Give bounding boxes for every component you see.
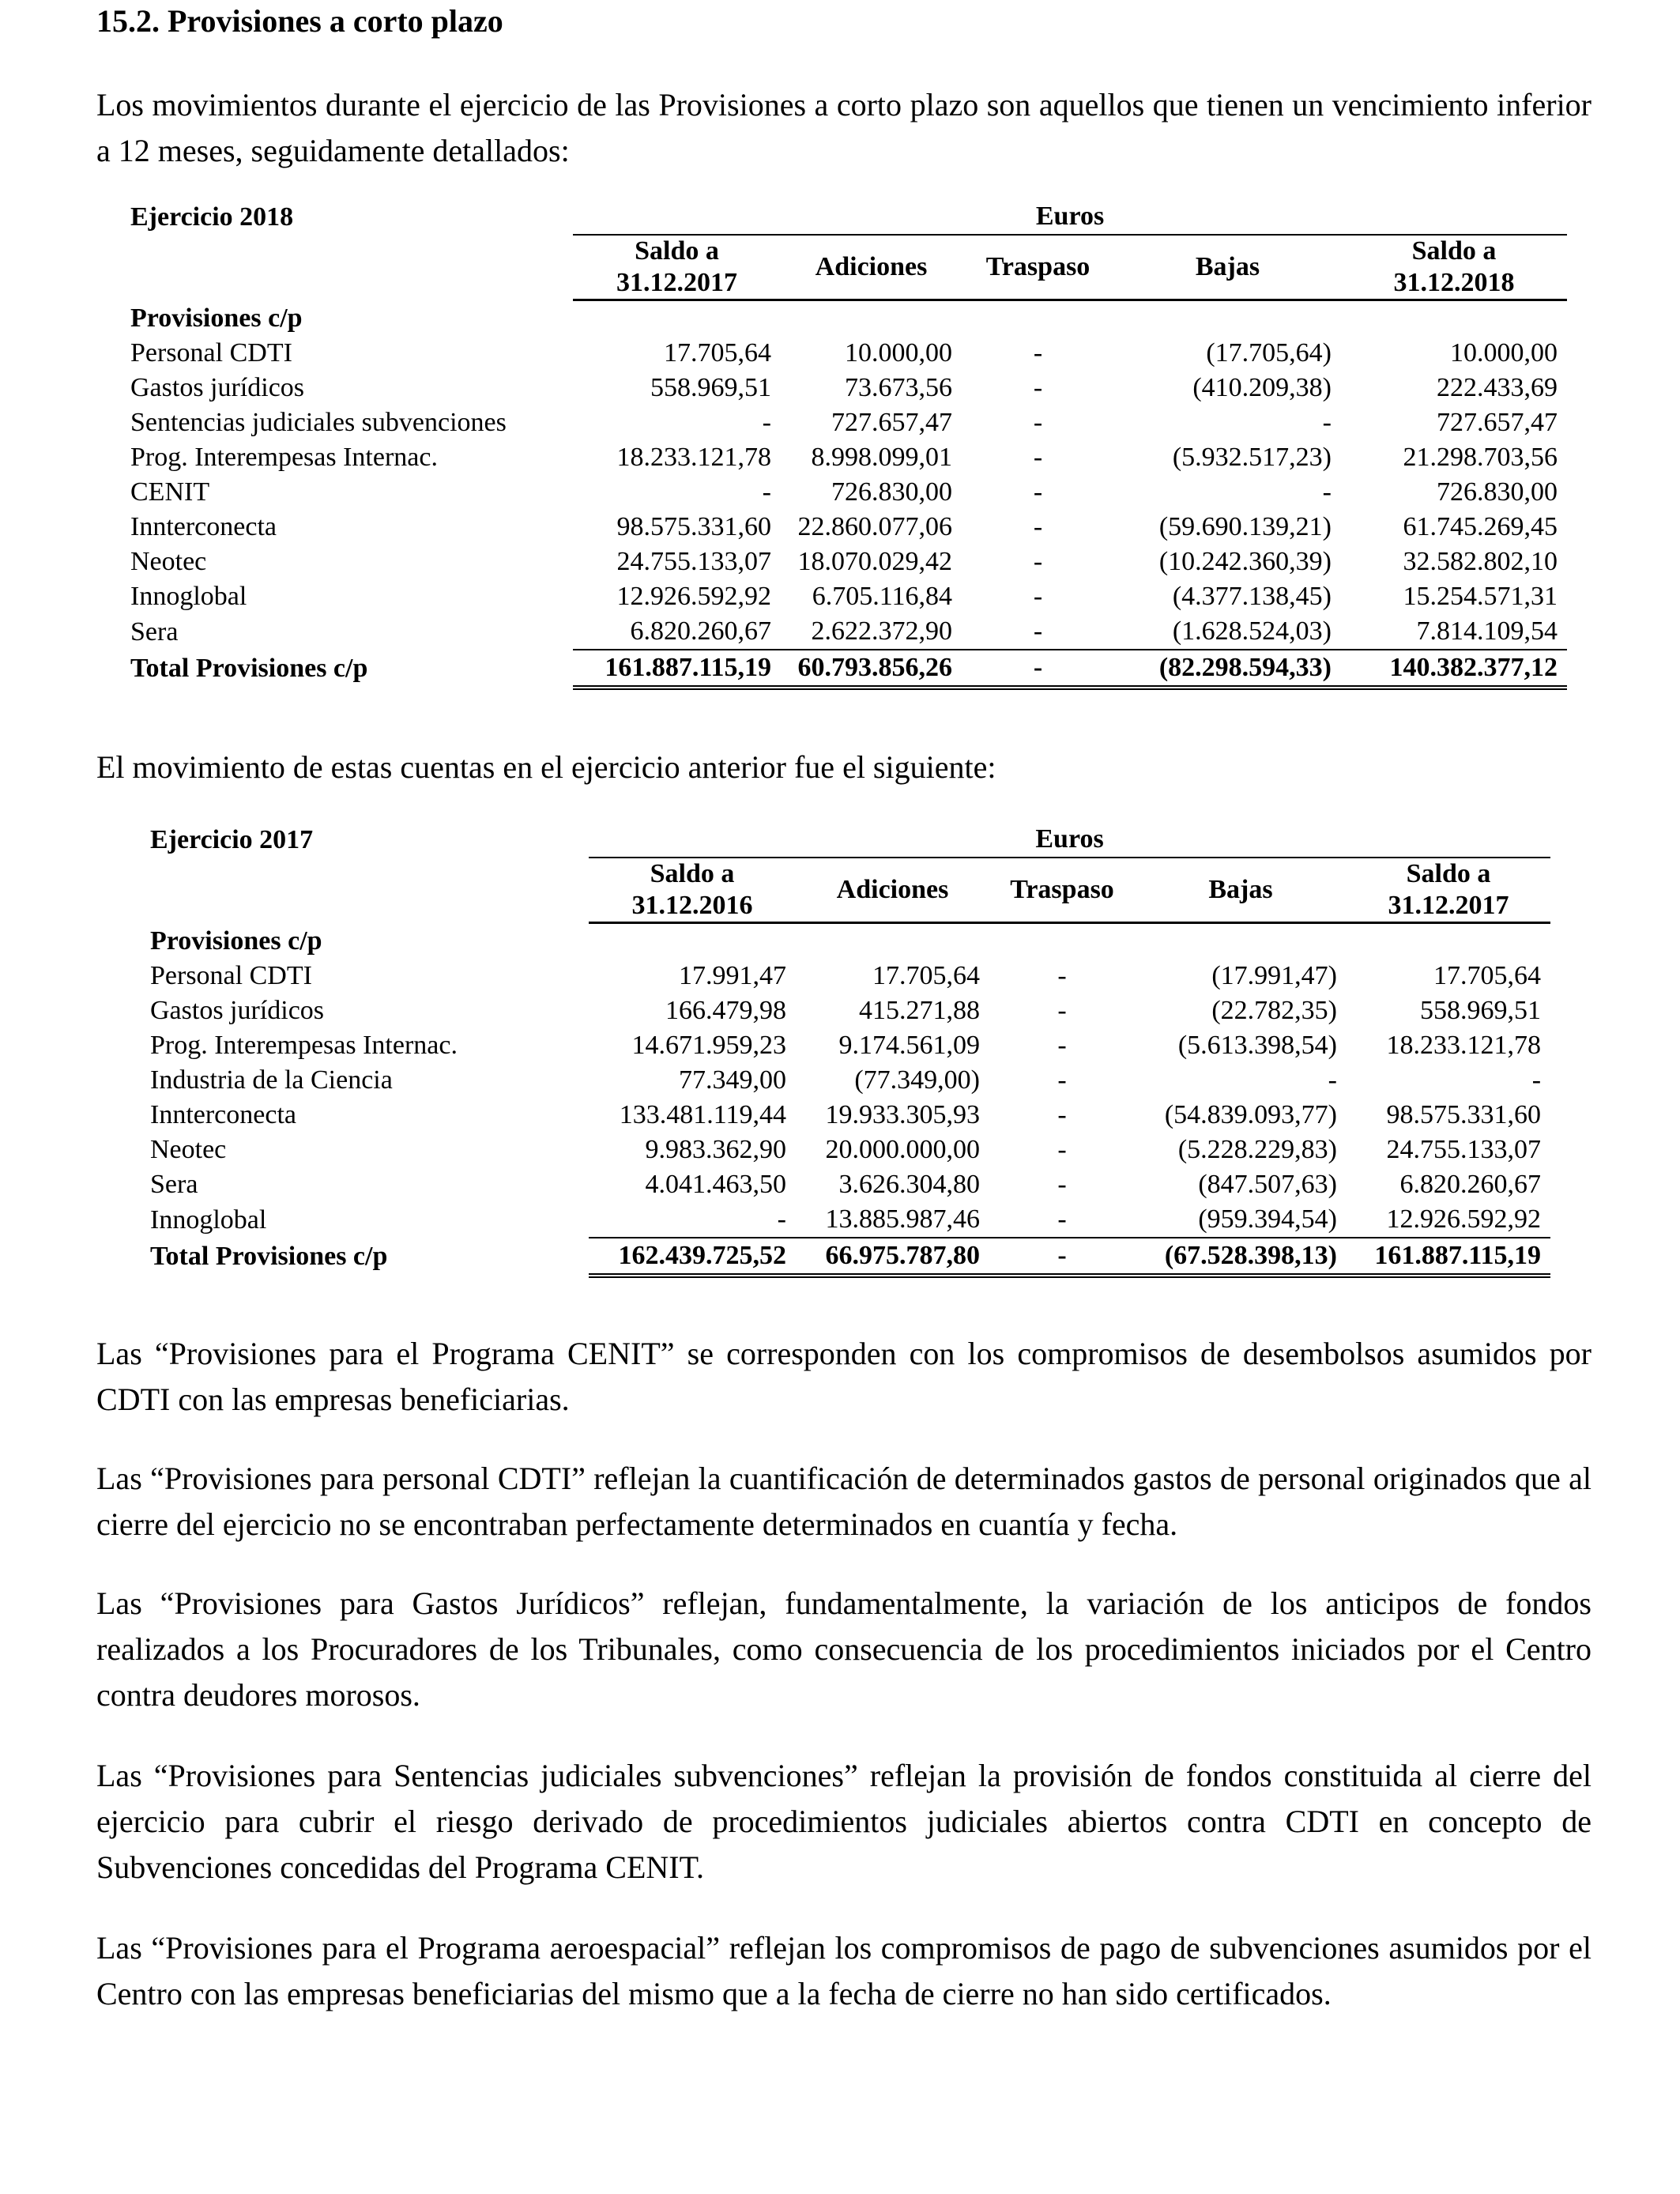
provisions-table-2017 [150, 822, 1550, 1278]
table-title: Ejercicio 2018 [130, 202, 294, 232]
paragraph-gastos-juridicos: Las “Provisiones para Gastos Jurídicos” reflejan, fundamentalmente, la variación de los anticipos de fondos realizados a los Procuradores de los Tribunales, como consecuencia de los procedimientos iniciados por el Centro contra deudores morosos. [96, 1585, 1591, 1713]
table-row: Innterconecta 133.481.119,44 19.933.305,93 - (54.839.093,77) 98.575.331,60 [150, 1100, 1542, 1129]
table-row: Industria de la Ciencia 77.349,00 (77.349,00) - - - [150, 1065, 1542, 1095]
table-row: Personal CDTI 17.705,64 10.000,00 - (17.705,64) 10.000,00 [130, 338, 1558, 368]
table-row: Sera 6.820.260,67 2.622.372,90 - (1.628.524,03) 7.814.109,54 [130, 616, 1558, 647]
table-row: Gastos jurídicos 558.969,51 73.673,56 - (410.209,38) 222.433,69 [130, 373, 1558, 402]
table-row: Prog. Interempesas Internac. 18.233.121,78 8.998.099,01 - (5.932.517,23) 21.298.703,56 [130, 443, 1558, 472]
total-row: Total Provisiones c/p 162.439.725,52 66.975.787,80 - (67.528.398,13) 161.887.115,19 [150, 1238, 1550, 1276]
intro-paragraph: Los movimientos durante el ejercicio de las Provisiones a corto plazo son aquellos que tienen un vencimiento inferior a 12 meses, seguidamente detallados: [96, 87, 1591, 168]
col-bajas-header: Bajas [1135, 858, 1347, 923]
table-row: Gastos jurídicos 166.479,98 415.271,88 - (22.782,35) 558.969,51 [150, 996, 1542, 1025]
paragraph-programa-aeroespacial: Las “Provisiones para el Programa aeroespacial” reflejan los compromisos de pago de subvenciones asumidos por el Centro con las empresas beneficiarias del mismo que a la fecha de cierre no han sido certificados. [96, 1930, 1591, 2011]
table-row: Prog. Interempesas Internac. 14.671.959,23 9.174.561,09 - (5.613.398,54) 18.233.121,78 [150, 1031, 1542, 1060]
section-row [150, 923, 1550, 959]
table-row: Neotec 24.755.133,07 18.070.029,42 - (10.242.360,39) 32.582.802,10 [130, 547, 1558, 576]
col-saldo-inicial-header: Saldo a 31.12.2017 [573, 235, 781, 300]
currency-header: Euros [589, 822, 1550, 858]
middle-paragraph: El movimiento de estas cuentas en el ejercicio anterior fue el siguiente: [96, 749, 996, 785]
table-row: Sera 4.041.463,50 3.626.304,80 - (847.507,63) 6.820.260,67 [150, 1170, 1542, 1199]
table-row: Innterconecta 98.575.331,60 22.860.077,06 - (59.690.139,21) 61.745.269,45 [130, 512, 1558, 541]
col-traspaso-header: Traspaso [989, 858, 1135, 923]
currency-header: Euros [573, 199, 1567, 235]
col-traspaso-header: Traspaso [962, 235, 1114, 300]
provisions-table-2018 [130, 199, 1567, 690]
table-title: Ejercicio 2017 [150, 824, 314, 854]
table-row: Sentencias judiciales subvenciones - 727.657,47 - - 727.657,47 [130, 408, 1558, 437]
table-title-row [130, 199, 1567, 235]
paragraph-personal-cdti: Las “Provisiones para personal CDTI” reflejan la cuantificación de determinados gastos de personal originados que al cierre del ejercicio no se encontraban perfectamente determinados en cuantía y fecha. [96, 1461, 1591, 1542]
total-row: Total Provisiones c/p 161.887.115,19 60.793.856,26 - (82.298.594,33) 140.382.377,12 [130, 650, 1567, 688]
col-saldo-final-header: Saldo a 31.12.2018 [1341, 235, 1567, 300]
paragraph-sentencias-judiciales: Las “Provisiones para Sentencias judiciales subvenciones” reflejan la provisión de fondos constituida al cierre del ejercicio para cubrir el riesgo derivado de procedimientos judiciales abiertos contra CDTI en concepto de Subvenciones concedidas del Programa CENIT. [96, 1758, 1591, 1885]
col-saldo-inicial-header: Saldo a 31.12.2016 [589, 858, 796, 923]
table-row: Personal CDTI 17.991,47 17.705,64 - (17.991,47) 17.705,64 [150, 961, 1542, 990]
section-label: Provisiones c/p [150, 926, 322, 956]
table-row: CENIT - 726.830,00 - - 726.830,00 [130, 477, 1558, 507]
col-bajas-header: Bajas [1114, 235, 1341, 300]
table-title-row [150, 822, 1550, 858]
column-header-row [130, 235, 1567, 300]
col-adiciones-header: Adiciones [796, 858, 989, 923]
section-heading: 15.2. Provisiones a corto plazo [96, 3, 503, 39]
section-row [130, 300, 1567, 337]
col-saldo-final-header: Saldo a 31.12.2017 [1347, 858, 1550, 923]
table-row: Innoglobal - 13.885.987,46 - (959.394,54) 12.926.592,92 [150, 1204, 1542, 1235]
section-label: Provisiones c/p [130, 303, 303, 333]
paragraph-cenit: Las “Provisiones para el Programa CENIT” se corresponden con los compromisos de desembolsos asumidos por CDTI con las empresas beneficiarias. [96, 1336, 1591, 1417]
column-header-row [150, 858, 1550, 923]
col-adiciones-header: Adiciones [781, 235, 962, 300]
table-row: Innoglobal 12.926.592,92 6.705.116,84 - (4.377.138,45) 15.254.571,31 [130, 582, 1558, 611]
table-row: Neotec 9.983.362,90 20.000.000,00 - (5.228.229,83) 24.755.133,07 [150, 1135, 1542, 1164]
